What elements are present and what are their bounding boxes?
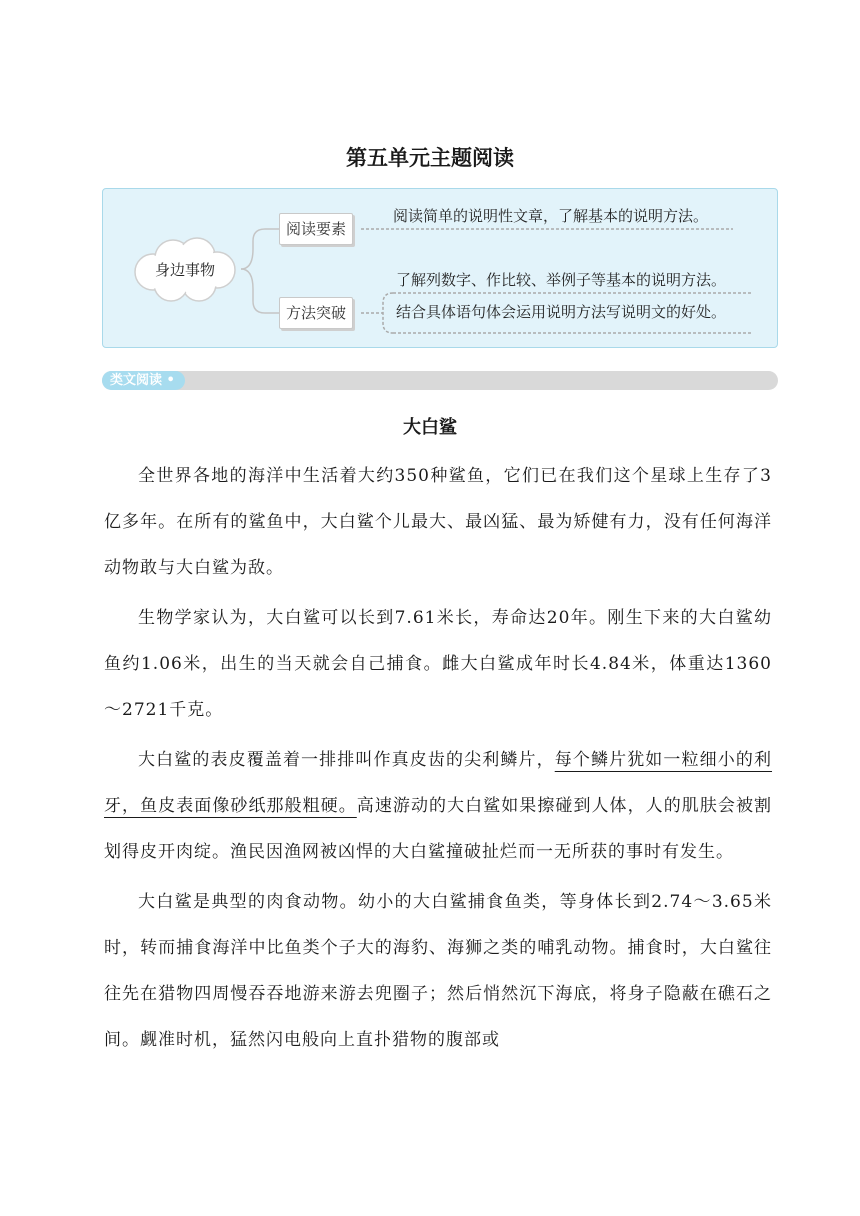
mindmap-box — [102, 188, 778, 348]
page-title: 第五单元主题阅读 — [346, 146, 514, 170]
mindmap-center: 身边事物 — [154, 261, 215, 279]
article-title: 大白鲨 — [403, 417, 457, 438]
mindmap-branch-method: 方法突破 — [279, 297, 353, 329]
mindmap-item: 阅读简单的说明性文章，了解基本的说明方法。 — [393, 207, 709, 225]
paragraph: 大白鲨是典型的肉食动物。幼小的大白鲨捕食鱼类，等身体长到2.74～3.65米时，转而捕食海洋中比鱼类个子大的海豹、海狮之类的哺乳动物。捕食时，大白鲨往往先在猎物四周慢吞吞地游来游去兜圈子；然后悄然沉下海底，将身子隐蔽在礁石之间。觑准时机，猛然闪电般向上直扑猎物的腹部或 — [104, 892, 772, 1050]
paragraph-text: 大白鲨的表皮覆盖着一排排叫作真皮齿的尖利鳞片， — [138, 750, 555, 770]
section-label: 类文阅读 • — [102, 371, 185, 390]
section-divider — [102, 371, 778, 390]
underlined-sentence: 每个鳞片犹如一粒细小的利牙，鱼皮表面像砂纸那般粗硬。 — [104, 750, 773, 816]
mindmap-item: 了解列数字、作比较、举例子等基本的说明方法。 — [396, 271, 727, 289]
paragraph-text: 高速游动的大白鲨如果擦碰到人体，人的肌肤会被割划得皮开肉绽。渔民因渔网被凶悍的大白鲨撞破扯烂而一无所获的事时有发生。 — [104, 796, 773, 862]
section-label-text: 类文阅读 — [110, 373, 163, 388]
mindmap-item: 结合具体语句体会运用说明方法写说明文的好处。 — [396, 303, 727, 321]
paragraph: 生物学家认为，大白鲨可以长到7.61米长，寿命达20年。刚生下来的大白鲨幼鱼约1.06米，出生的当天就会自己捕食。雌大白鲨成年时长4.84米，体重达1360～2721千克。 — [104, 608, 772, 720]
paragraph: 全世界各地的海洋中生活着大约350种鲨鱼，它们已在我们这个星球上生存了3亿多年。在所有的鲨鱼中，大白鲨个儿最大、最凶猛、最为矫健有力，没有任何海洋动物敢与大白鲨为敌。 — [104, 466, 772, 578]
article-body — [104, 453, 772, 1063]
mindmap-branch-reading-elements: 阅读要素 — [279, 213, 353, 245]
paragraph — [104, 737, 772, 875]
